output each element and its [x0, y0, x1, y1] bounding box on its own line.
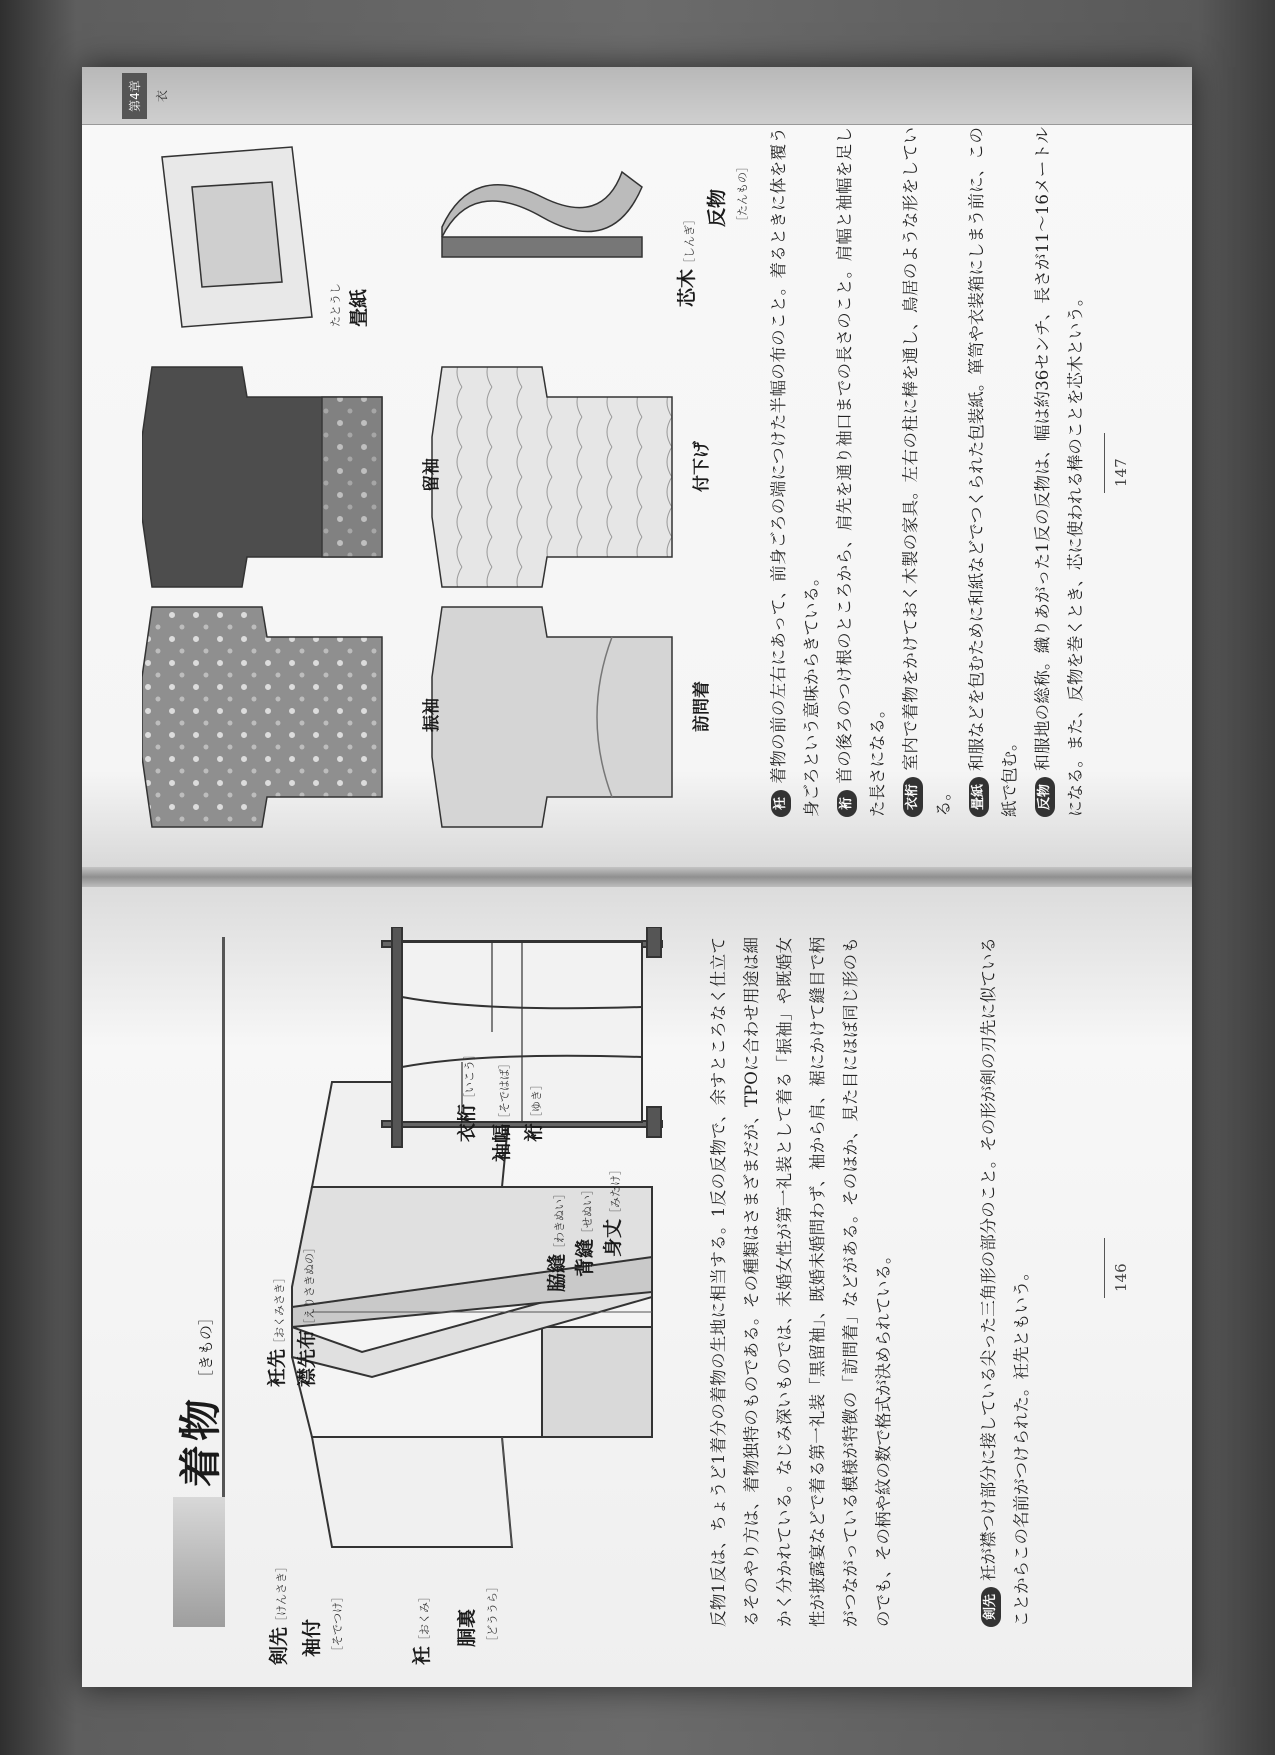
- term-row-tatougami: 畳紙和服などを包むために和紙などでつくられた包装紙。箪笥や衣装箱にしまう前に、この紙で包む。: [967, 127, 1019, 817]
- chapter-number: 第4章: [122, 73, 147, 119]
- label-senui: 背縫［せぬい］: [574, 1183, 596, 1277]
- label-erisakinuno: 襟先布［えりさきぬの］: [296, 1241, 318, 1387]
- label-tatougami: たとうし 畳紙: [329, 283, 370, 327]
- term-row-yuki: 裄首の後ろのつけ根のところから、肩先を通り袖口までの長さのこと。肩幅と袖幅を足した長さになる。: [835, 127, 887, 817]
- kimono-types-illustration: [142, 357, 702, 837]
- page-title-ruby: ［きもの］: [197, 1309, 215, 1385]
- term-kensaki: 剣先衽が襟つけ部分に接している尖った三角形の部分のこと。その形が剣の刃先に似ていることからこの名前がつけられた。衽先ともいう。: [979, 937, 1031, 1627]
- label-yuki: 裄［ゆき］: [523, 1078, 545, 1142]
- label-sodetsuke: 袖付 ［そでつけ］: [301, 1591, 344, 1657]
- label-ikou: 衣桁［いこう］: [456, 1048, 478, 1142]
- page-number-right: 147: [1112, 458, 1130, 487]
- label-douura: 胴裏 ［どううら］: [456, 1581, 499, 1647]
- label-shingi: 芯木［しんぎ］: [676, 213, 698, 307]
- book-gutter: [82, 867, 1192, 887]
- label-kensaki: 剣先［けんさき］: [268, 1560, 290, 1665]
- label-wakinui: 脇縫［わきぬい］: [546, 1187, 568, 1292]
- label-houmongi: 訪問着: [692, 681, 712, 732]
- chapter-tab-strip: [82, 67, 1192, 125]
- term-row-okumi: 衽着物の前の左右にあって、前身ごろの端につけた半幅の布のこと。着るときに体を覆う身ごろという意味からきている。: [769, 127, 821, 817]
- term-badge: 反物: [1035, 777, 1055, 817]
- page-146: [82, 887, 1192, 1687]
- term-badge: 畳紙: [969, 777, 989, 817]
- intro-paragraph: 反物1反は、ちょうど1着分の着物の生地に相当する。1反の反物で、余すところなく仕立てるそのやり方は、着物独特のものである。その種類はさまざまだが、TPOに合わせ用途は細かく分かれている。なじみ深いものでは、未婚女性が第一礼装として着る「振袖」や既婚女性が披露宴などで着る第一礼装「黒留袖」、既婚未婚問わず、袖から肩、裾にかけて縫目で柄がつながっている模様が特徴の「訪問着」などがある。そのほか、見た目にほぼ同じ形のものでも、その柄や紋の数で格式が決められている。: [709, 936, 893, 1627]
- label-mitake: 身丈［みたけ］: [602, 1163, 624, 1257]
- term-badge: 剣先: [981, 1587, 1001, 1627]
- chapter-tab: [122, 73, 170, 119]
- term-row-tanmono: 反物和服地の総称。織りあがった1反の反物は、幅は約36センチ、長さが11～16メートルになる。また、反物を巻くとき、芯に使われる棒のことを芯木という。: [1033, 127, 1085, 817]
- label-sodehaba: 袖幅［そではば］: [491, 1057, 513, 1162]
- tools-illustration: [142, 127, 662, 347]
- label-tsukesage: 付下げ: [692, 441, 712, 492]
- label-furisode: 振袖: [422, 698, 442, 732]
- label-okumi: 衽［おくみ］: [411, 1590, 433, 1665]
- term-badge: 衽: [771, 790, 791, 817]
- term-list: [762, 127, 1092, 817]
- term-badge: 裄: [837, 790, 857, 817]
- term-badge: 衣桁: [903, 777, 923, 817]
- page-title: 着物: [176, 1394, 225, 1487]
- chapter-subject: 衣: [155, 90, 169, 103]
- label-okumisaki: 衽先［おくみさき］: [266, 1271, 288, 1387]
- open-book: [82, 67, 1192, 1687]
- label-tanmono: 反物 ［たんもの］: [706, 161, 749, 227]
- term-row-ikou: 衣桁室内で着物をかけておく木製の家具。左右の柱に棒を通し、鳥居のような形をしている。: [901, 126, 953, 817]
- page-147: [82, 67, 1192, 867]
- page-title-box: [167, 937, 225, 1627]
- label-tomesode: 留袖: [422, 458, 442, 492]
- page-number-left: 146: [1112, 1263, 1130, 1292]
